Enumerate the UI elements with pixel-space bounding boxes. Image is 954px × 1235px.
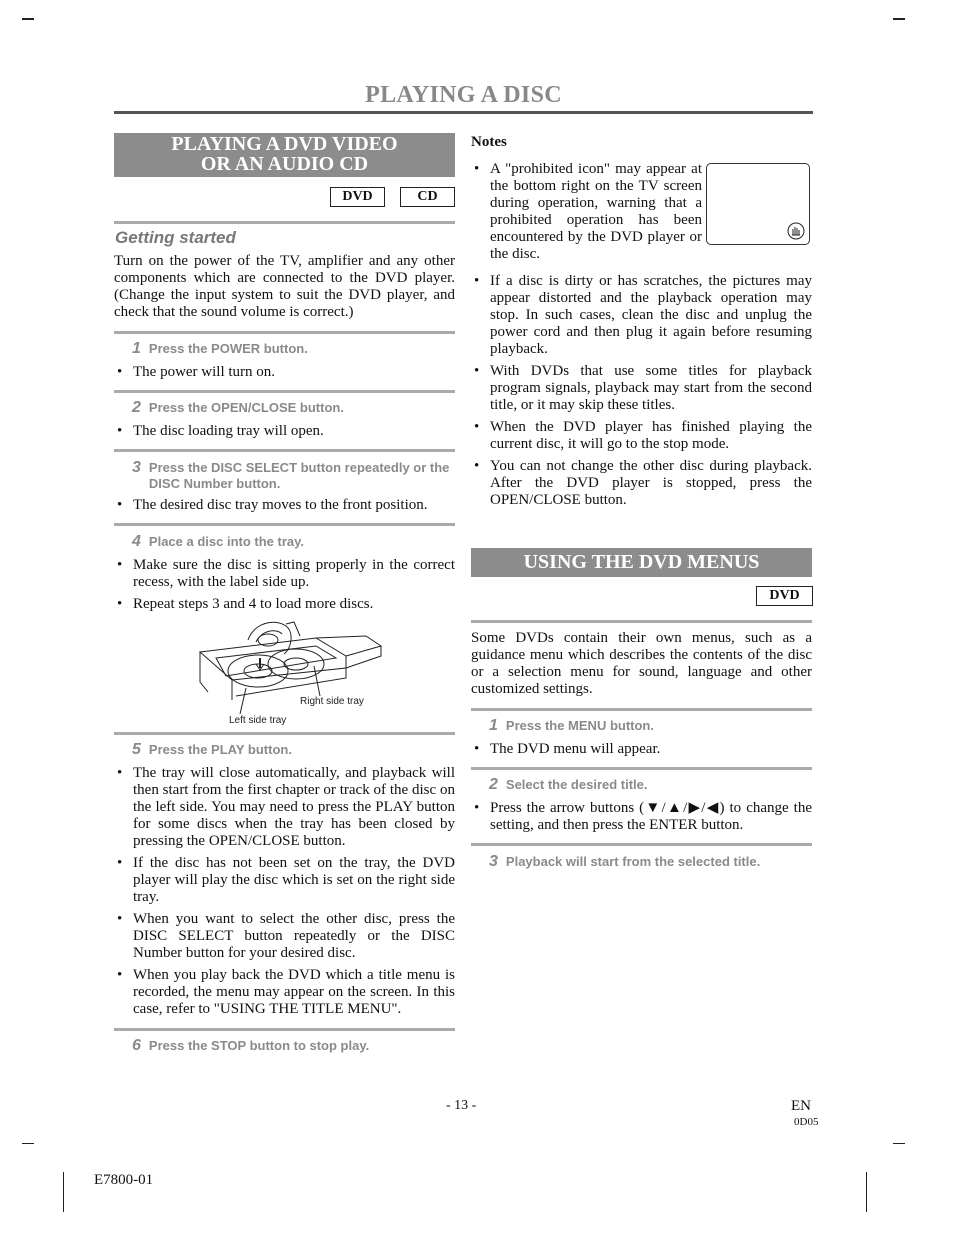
step-6 [132,1038,369,1054]
step-text: Press the POWER button. [148,341,308,356]
list-item: • The DVD menu will appear. [471,741,812,758]
list-item: • Make sure the disc is sitting properly in the correct recess, with the label side up. [114,557,455,591]
step-number: 2 [132,399,141,416]
divider [114,390,455,393]
crop-mark [893,18,905,20]
divider [114,523,455,526]
step-number: 3 [132,459,141,476]
section-heading-dvd-menus: USING THE DVD MENUS [471,548,812,577]
step-number: 1 [489,717,498,734]
page-title: PLAYING A DISC [365,82,562,108]
list-item: • The tray will close automatically, and playback will then start from the first chapter or track of the disc on the left side. You may need to press the PLAY button for some discs when the tray has been closed by pressing the OPEN/CLOSE button. [114,765,455,850]
divider [471,708,812,711]
menu-step-1 [489,718,654,734]
section-heading-playing [114,133,455,177]
step-number: 4 [132,533,141,550]
intro-paragraph: Turn on the power of the TV, amplifier and any other components which are connected to the DVD player. (Change the input system to suit the DVD player, and check that the sound volume is correct.) [114,253,455,320]
language-code: EN [791,1098,811,1114]
crop-mark [63,1172,64,1212]
step-text: Press the STOP button to stop play. [148,1038,370,1053]
step-number: 5 [132,741,141,758]
divider [471,843,812,846]
step-text: Place a disc into the tray. [148,534,304,549]
step-text: Select the desired title. [505,777,648,792]
notes-title: Notes [471,134,507,150]
step-number: 2 [489,776,498,793]
step-1 [132,341,308,357]
document-code: E7800-01 [94,1172,154,1188]
note-item: • If a disc is dirty or has scratches, the pictures may appear distorted and the playback operation may stop. In such cases, clean the disc and unplug the power cord and then plug it again before resuming playback. [471,273,812,358]
note-item: • When the DVD player has finished playing the current disc, it will go to the stop mode. [471,419,812,453]
revision-code: 0D05 [794,1116,819,1128]
divider [114,1028,455,1031]
divider [114,732,455,735]
section-heading-line: PLAYING A DVD VIDEO [171,133,398,155]
step-number: 3 [489,853,498,870]
section-heading-line: OR AN AUDIO CD [200,153,369,175]
crop-mark [866,1172,867,1212]
step-text: Playback will start from the selected title. [505,854,761,869]
dvd-menus-intro: Some DVDs contain their own menus, such as a guidance menu which describes the contents of the disc or a selection menu for sound, language and other customized settings. [471,630,812,697]
list-item: • Press the arrow buttons (▼/▲/▶/◀) to change the setting, and then press the ENTER button. [471,800,812,834]
menu-step-3 [489,854,760,870]
step-2 [132,400,344,416]
list-item: • The disc loading tray will open. [114,423,455,440]
note-item: • A "prohibited icon" may appear at the bottom right on the TV screen during operation, warning that a prohibited operation has been encountered by the DVD player or the disc. [471,161,702,263]
crop-mark [893,1143,905,1144]
menu-step-2 [489,777,648,793]
step-text: Press the OPEN/CLOSE button. [148,400,344,415]
page-number: - 13 - [446,1098,477,1113]
dvd-badge: DVD [756,586,813,606]
getting-started-heading: Getting started [115,228,236,247]
step-3 [132,460,455,492]
prohibited-hand-icon [787,222,805,240]
cd-badge: CD [400,187,455,207]
list-item: • When you want to select the other disc, press the DISC SELECT button repeatedly or the DISC Number button for your desired disc. [114,911,455,962]
list-item: • When you play back the DVD which a title menu is recorded, the menu may appear on the screen. In this case, refer to "USING THE TITLE MENU". [114,967,455,1018]
step-4 [132,534,304,550]
divider [471,620,812,623]
crop-mark [22,18,34,20]
step-number: 1 [132,340,141,357]
list-item: • The power will turn on. [114,364,455,381]
divider [114,221,455,224]
left-tray-label: Left side tray [229,715,287,726]
step-number: 6 [132,1037,141,1054]
divider [471,767,812,770]
divider [114,331,455,334]
step-5 [132,742,292,758]
note-item: • You can not change the other disc during playback. After the DVD player is stopped, press the OPEN/CLOSE button. [471,458,812,509]
note-item: • With DVDs that use some titles for playback program signals, playback may start from the second title, or it may skip these titles. [471,363,812,414]
divider [114,449,455,452]
right-tray-label: Right side tray [300,696,364,707]
disc-tray-illustration [196,618,386,730]
list-item: • Repeat steps 3 and 4 to load more discs. [114,596,455,613]
step-text: Press the MENU button. [505,718,654,733]
crop-mark [22,1143,34,1144]
step-text: Press the PLAY button. [148,742,292,757]
list-item: • The desired disc tray moves to the front position. [114,497,455,514]
title-rule [114,111,813,114]
tv-screen-illustration [706,163,810,245]
list-item: • If the disc has not been set on the tray, the DVD player will play the disc which is set on the right side tray. [114,855,455,906]
dvd-badge: DVD [330,187,385,207]
step-text: Press the DISC SELECT button repeatedly or the DISC Number button. [148,460,450,491]
